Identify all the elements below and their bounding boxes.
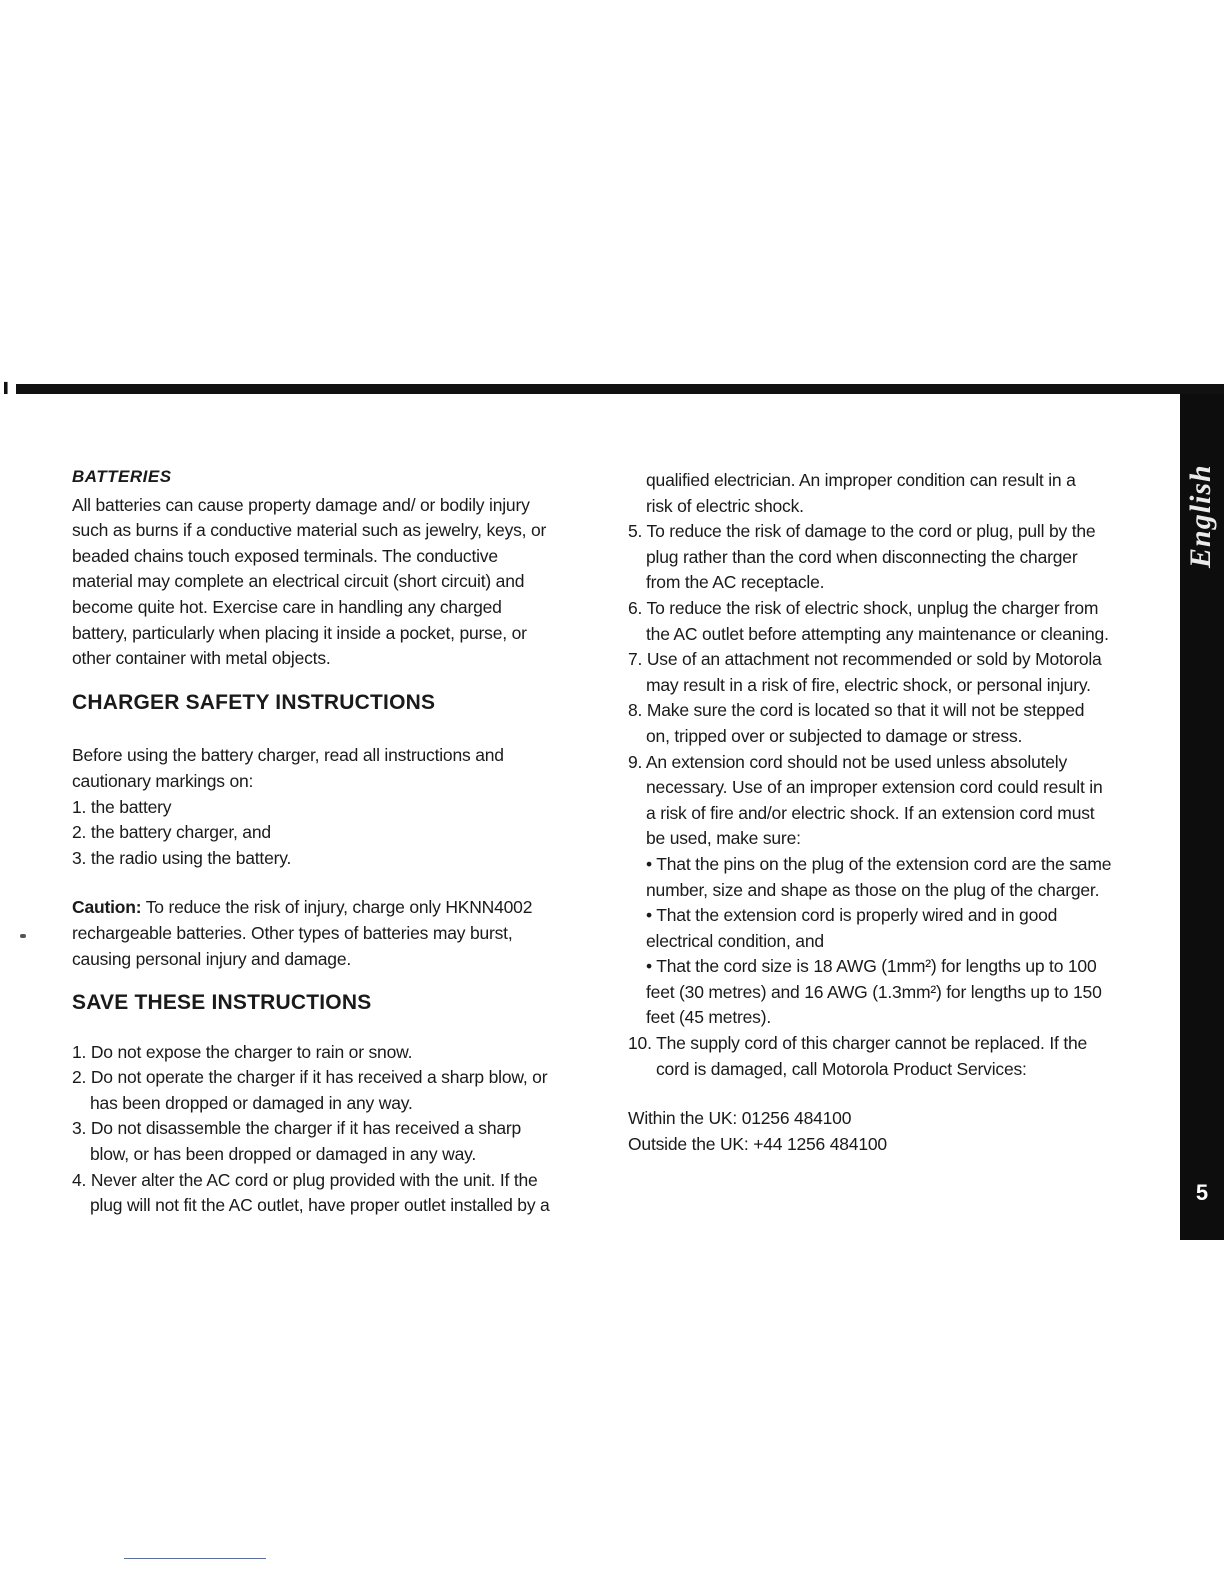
save-item-5-cont: plug rather than the cord when disconnecting the charger <box>646 546 1078 567</box>
save-item-10-cont: cord is damaged, call Motorola Product Services: <box>656 1058 1027 1079</box>
save-item-8: 8. Make sure the cord is located so that it will not be stepped <box>628 700 1085 721</box>
caution-label: Caution: <box>72 897 142 918</box>
save-item-9-cont: be used, make sure: <box>646 828 801 849</box>
caution-line: causing personal injury and damage. <box>72 948 352 969</box>
contact-outside-uk: Outside the UK: +44 1256 484100 <box>628 1133 887 1154</box>
charger-intro-line: cautionary markings on: <box>72 770 254 791</box>
save-item-10: 10. The supply cord of this charger cannot be replaced. If the <box>628 1033 1088 1054</box>
extension-bullet-3-cont: feet (30 metres) and 16 AWG (1.3mm²) for lengths up to 150 <box>646 981 1102 1002</box>
save-item-4-cont: plug will not fit the AC outlet, have proper outlet installed by a <box>90 1195 550 1216</box>
batteries-line: such as burns if a conductive material such as jewelry, keys, or <box>72 520 547 541</box>
charger-list-item: 2. the battery charger, and <box>72 822 271 843</box>
extension-bullet-3: • That the cord size is 18 AWG (1mm²) for lengths up to 100 <box>646 956 1097 977</box>
save-item-5: 5. To reduce the risk of damage to the cord or plug, pull by the <box>628 521 1096 542</box>
save-item-5-cont: from the AC receptacle. <box>646 572 825 593</box>
save-item-4-cont: risk of electric shock. <box>646 495 804 516</box>
batteries-line: become quite hot. Exercise care in handling any charged <box>72 596 502 617</box>
language-side-tab <box>1180 394 1224 1240</box>
save-item-7-cont: may result in a risk of fire, electric shock, or personal injury. <box>646 674 1091 695</box>
save-item-3: 3. Do not disassemble the charger if it has received a sharp <box>72 1118 522 1139</box>
charger-safety-heading: CHARGER SAFETY INSTRUCTIONS <box>72 690 436 714</box>
footer-link-line <box>124 1558 266 1559</box>
caution-text: To reduce the risk of injury, charge only HKNN4002 <box>141 897 533 918</box>
batteries-line: battery, particularly when placing it inside a pocket, purse, or <box>72 622 527 643</box>
extension-bullet-2-cont: electrical condition, and <box>646 930 824 951</box>
contact-within-uk: Within the UK: 01256 484100 <box>628 1108 852 1129</box>
save-item-6-cont: the AC outlet before attempting any maintenance or cleaning. <box>646 623 1109 644</box>
batteries-line: material may complete an electrical circuit (short circuit) and <box>72 571 525 592</box>
rule-edge-mark: ▌ <box>4 383 12 394</box>
batteries-heading: BATTERIES <box>72 467 172 486</box>
caution-line: rechargeable batteries. Other types of batteries may burst, <box>72 922 513 943</box>
batteries-line: beaded chains touch exposed terminals. The conductive <box>72 545 498 566</box>
extension-bullet-2: • That the extension cord is properly wired and in good <box>646 905 1058 926</box>
page-number: 5 <box>1195 1180 1209 1205</box>
batteries-line: All batteries can cause property damage and/ or bodily injury <box>72 494 530 515</box>
extension-bullet-1: • That the pins on the plug of the extension cord are the same <box>646 853 1112 874</box>
left-column <box>72 464 596 1219</box>
save-item-8-cont: on, tripped over or subjected to damage or stress. <box>646 725 1023 746</box>
save-item-9-cont: a risk of fire and/or electric shock. If an extension cord must <box>646 802 1095 823</box>
save-item-2: 2. Do not operate the charger if it has received a sharp blow, or <box>72 1067 548 1088</box>
right-column <box>628 468 1168 1157</box>
save-item-4-cont: qualified electrician. An improper condition can result in a <box>646 470 1076 490</box>
save-item-9: 9. An extension cord should not be used unless absolutely <box>628 751 1068 772</box>
save-item-4: 4. Never alter the AC cord or plug provided with the unit. If the <box>72 1169 538 1190</box>
language-tab-label: English <box>1184 464 1217 568</box>
save-instructions-heading: SAVE THESE INSTRUCTIONS <box>72 991 372 1015</box>
save-item-9-cont: necessary. Use of an improper extension cord could result in <box>646 777 1103 798</box>
margin-dot <box>20 934 26 938</box>
batteries-line: other container with metal objects. <box>72 648 331 669</box>
charger-intro-line: Before using the battery charger, read all instructions and <box>72 745 504 766</box>
caution-paragraph <box>72 895 596 921</box>
save-item-2-cont: has been dropped or damaged in any way. <box>90 1092 413 1113</box>
save-item-6: 6. To reduce the risk of electric shock, unplug the charger from <box>628 597 1099 618</box>
top-rule <box>16 384 1224 394</box>
extension-bullet-1-cont: number, size and shape as those on the plug of the charger. <box>646 879 1100 900</box>
save-item-3-cont: blow, or has been dropped or damaged in any way. <box>90 1144 477 1165</box>
save-item-1: 1. Do not expose the charger to rain or snow. <box>72 1041 413 1062</box>
charger-list-item: 1. the battery <box>72 796 172 817</box>
charger-list-item: 3. the radio using the battery. <box>72 847 292 868</box>
extension-bullet-3-cont: feet (45 metres). <box>646 1007 771 1028</box>
save-item-7: 7. Use of an attachment not recommended or sold by Motorola <box>628 649 1102 670</box>
